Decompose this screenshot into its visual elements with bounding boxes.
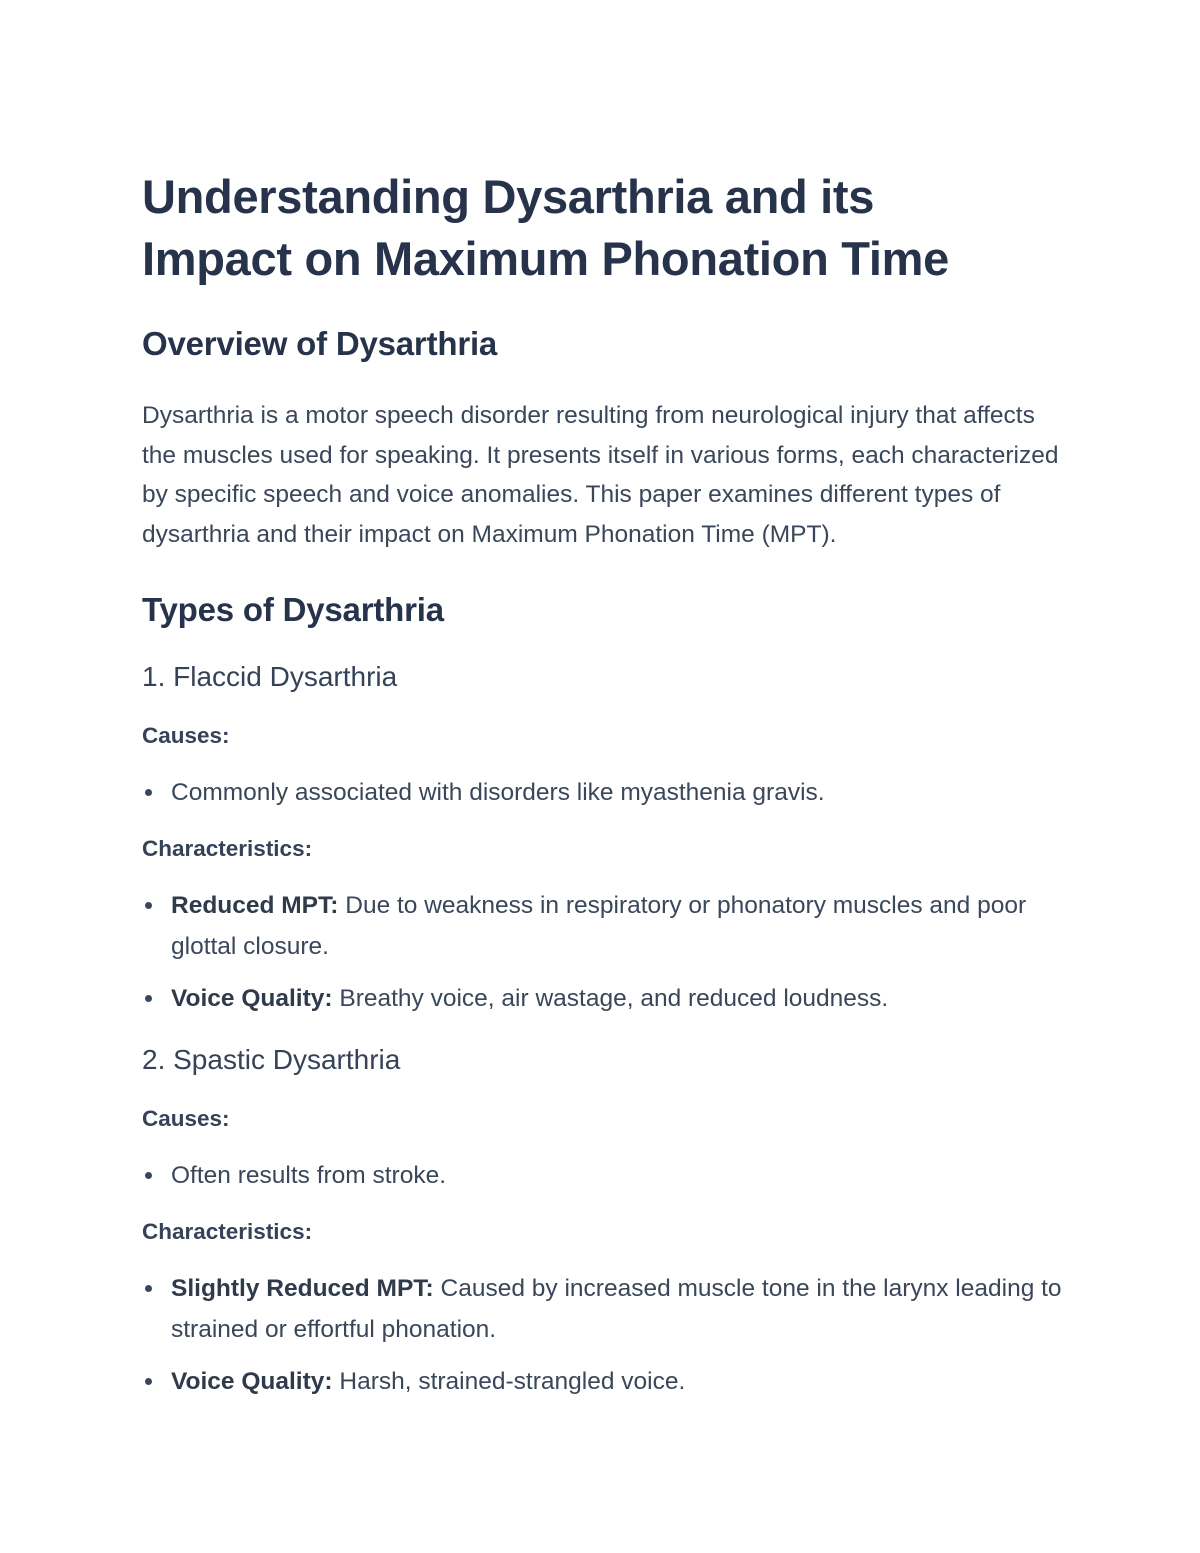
page-title <box>142 166 1062 290</box>
list-item <box>142 1268 1062 1350</box>
causes-label: Causes: <box>142 1106 230 1131</box>
list-item <box>142 1361 1062 1402</box>
bullet-icon <box>145 995 152 1002</box>
overview-paragraph: Dysarthria is a motor speech disorder resulting from neurological injury that affects the muscles used for speaking. It presents itself in various forms, each characterized by specific speech and voice anomalies. This paper examines different types of dysarthria and their impact on Maximum Phonation Time (MPT). <box>142 402 1059 548</box>
list-item-text: Breathy voice, air wastage, and reduced loudness. <box>332 985 889 1012</box>
bullet-icon <box>145 1285 152 1292</box>
list-item-text: Commonly associated with disorders like myasthenia gravis. <box>171 779 825 806</box>
overview-heading: Overview of Dysarthria <box>142 325 498 362</box>
characteristics-label: Characteristics: <box>142 836 313 861</box>
list-item-text: Often results from stroke. <box>171 1162 447 1189</box>
list-item <box>142 885 1062 967</box>
type-title-flaccid: 1. Flaccid Dysarthria <box>142 661 398 692</box>
list-item-term: Slightly Reduced MPT: <box>171 1275 434 1302</box>
causes-list <box>142 772 1062 813</box>
bullet-icon <box>145 1172 152 1179</box>
bullet-icon <box>145 902 152 909</box>
types-heading: Types of Dysarthria <box>142 591 444 628</box>
type-section-spastic <box>142 1041 1062 1402</box>
characteristics-label: Characteristics: <box>142 1219 313 1244</box>
type-section-flaccid <box>142 658 1062 1019</box>
page-title-line-1: Understanding Dysarthria and its <box>142 170 875 223</box>
characteristics-list <box>142 1268 1062 1402</box>
characteristics-list <box>142 885 1062 1019</box>
list-item-term: Voice Quality: <box>171 1368 333 1395</box>
document-page <box>142 166 1062 1402</box>
list-item-term: Reduced MPT: <box>171 892 339 919</box>
bullet-icon <box>145 1378 152 1385</box>
list-item <box>142 978 1062 1019</box>
type-title-spastic: 2. Spastic Dysarthria <box>142 1044 401 1075</box>
list-item-term: Voice Quality: <box>171 985 333 1012</box>
causes-label: Causes: <box>142 723 230 748</box>
page-title-line-2: Impact on Maximum Phonation Time <box>142 232 949 285</box>
list-item-text: Harsh, strained-strangled voice. <box>332 1368 686 1395</box>
list-item <box>142 1155 1062 1196</box>
list-item-text: Caused by increased muscle tone in the larynx leading to strained or effortful phonation. <box>171 1275 1062 1343</box>
causes-list <box>142 1155 1062 1196</box>
list-item-text: Due to weakness in respiratory or phonatory muscles and poor glottal closure. <box>171 892 1027 960</box>
list-item <box>142 772 1062 813</box>
bullet-icon <box>145 789 152 796</box>
